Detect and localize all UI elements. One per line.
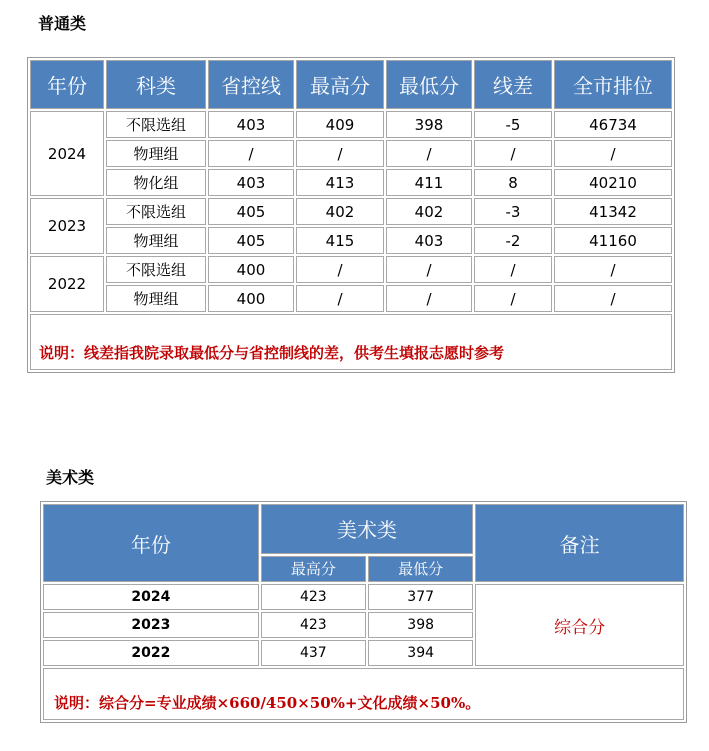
min-score-cell: / [386, 285, 472, 312]
city-rank-cell: 40210 [554, 169, 672, 196]
art-admission-table [40, 501, 687, 723]
category-cell: 物理组 [106, 227, 206, 254]
provincial-line-cell: 405 [208, 198, 294, 225]
min-score-cell: / [386, 256, 472, 283]
art-subheader-min: 最低分 [368, 556, 473, 582]
min-score-cell: / [386, 140, 472, 167]
header-provincial-line: 省控线 [208, 60, 294, 109]
header-max-score: 最高分 [296, 60, 384, 109]
max-score-cell: / [296, 256, 384, 283]
min-score-cell: 402 [386, 198, 472, 225]
table-row [30, 285, 672, 312]
provincial-line-cell: 403 [208, 169, 294, 196]
max-score-cell: / [296, 140, 384, 167]
table-row [30, 140, 672, 167]
art-section-title: 美术类 [46, 468, 95, 487]
table-row [30, 256, 672, 283]
art-max-cell: 423 [261, 612, 366, 638]
provincial-line-cell: 403 [208, 111, 294, 138]
max-score-cell: 409 [296, 111, 384, 138]
art-max-cell: 423 [261, 584, 366, 610]
min-score-cell: 411 [386, 169, 472, 196]
category-cell: 物理组 [106, 285, 206, 312]
line-diff-cell: 8 [474, 169, 552, 196]
art-year-cell: 2022 [43, 640, 259, 666]
art-header-group: 美术类 [261, 504, 474, 554]
line-diff-cell: / [474, 256, 552, 283]
art-year-cell: 2023 [43, 612, 259, 638]
art-header-row [43, 504, 684, 554]
art-year-cell: 2024 [43, 584, 259, 610]
provincial-line-cell: 400 [208, 256, 294, 283]
header-city-rank: 全市排位 [554, 60, 672, 109]
provincial-line-cell: 405 [208, 227, 294, 254]
year-cell: 2024 [30, 111, 104, 196]
table-row [30, 227, 672, 254]
city-rank-cell: 41160 [554, 227, 672, 254]
header-min-score: 最低分 [386, 60, 472, 109]
note-row [30, 314, 672, 370]
note-row [43, 668, 684, 720]
city-rank-cell: / [554, 285, 672, 312]
year-cell: 2022 [30, 256, 104, 312]
header-line-diff: 线差 [474, 60, 552, 109]
header-category: 科类 [106, 60, 206, 109]
provincial-line-cell: 400 [208, 285, 294, 312]
category-cell: 不限选组 [106, 256, 206, 283]
header-year: 年份 [30, 60, 104, 109]
category-cell: 物化组 [106, 169, 206, 196]
max-score-cell: 415 [296, 227, 384, 254]
category-cell: 不限选组 [106, 111, 206, 138]
table-row [30, 198, 672, 225]
art-header-remark: 备注 [475, 504, 684, 582]
art-header-year: 年份 [43, 504, 259, 582]
min-score-cell: 398 [386, 111, 472, 138]
art-max-cell: 437 [261, 640, 366, 666]
line-diff-cell: -3 [474, 198, 552, 225]
art-min-cell: 394 [368, 640, 473, 666]
category-cell: 物理组 [106, 140, 206, 167]
year-cell: 2023 [30, 198, 104, 254]
art-note: 说明：综合分=专业成绩×660/450×50%+文化成绩×50%。 [43, 668, 684, 720]
city-rank-cell: / [554, 140, 672, 167]
general-header-row [30, 60, 672, 109]
city-rank-cell: / [554, 256, 672, 283]
general-note: 说明：线差指我院录取最低分与省控制线的差，供考生填报志愿时参考 [30, 314, 672, 370]
provincial-line-cell: / [208, 140, 294, 167]
line-diff-cell: / [474, 140, 552, 167]
general-section-title: 普通类 [38, 14, 87, 33]
city-rank-cell: 46734 [554, 111, 672, 138]
category-cell: 不限选组 [106, 198, 206, 225]
general-admission-table [27, 57, 675, 373]
max-score-cell: 402 [296, 198, 384, 225]
line-diff-cell: / [474, 285, 552, 312]
max-score-cell: / [296, 285, 384, 312]
city-rank-cell: 41342 [554, 198, 672, 225]
art-remark-cell: 综合分 [475, 584, 684, 666]
art-min-cell: 377 [368, 584, 473, 610]
max-score-cell: 413 [296, 169, 384, 196]
line-diff-cell: -5 [474, 111, 552, 138]
art-subheader-max: 最高分 [261, 556, 366, 582]
table-row [30, 111, 672, 138]
line-diff-cell: -2 [474, 227, 552, 254]
table-row [30, 169, 672, 196]
table-row [43, 584, 684, 610]
art-min-cell: 398 [368, 612, 473, 638]
min-score-cell: 403 [386, 227, 472, 254]
